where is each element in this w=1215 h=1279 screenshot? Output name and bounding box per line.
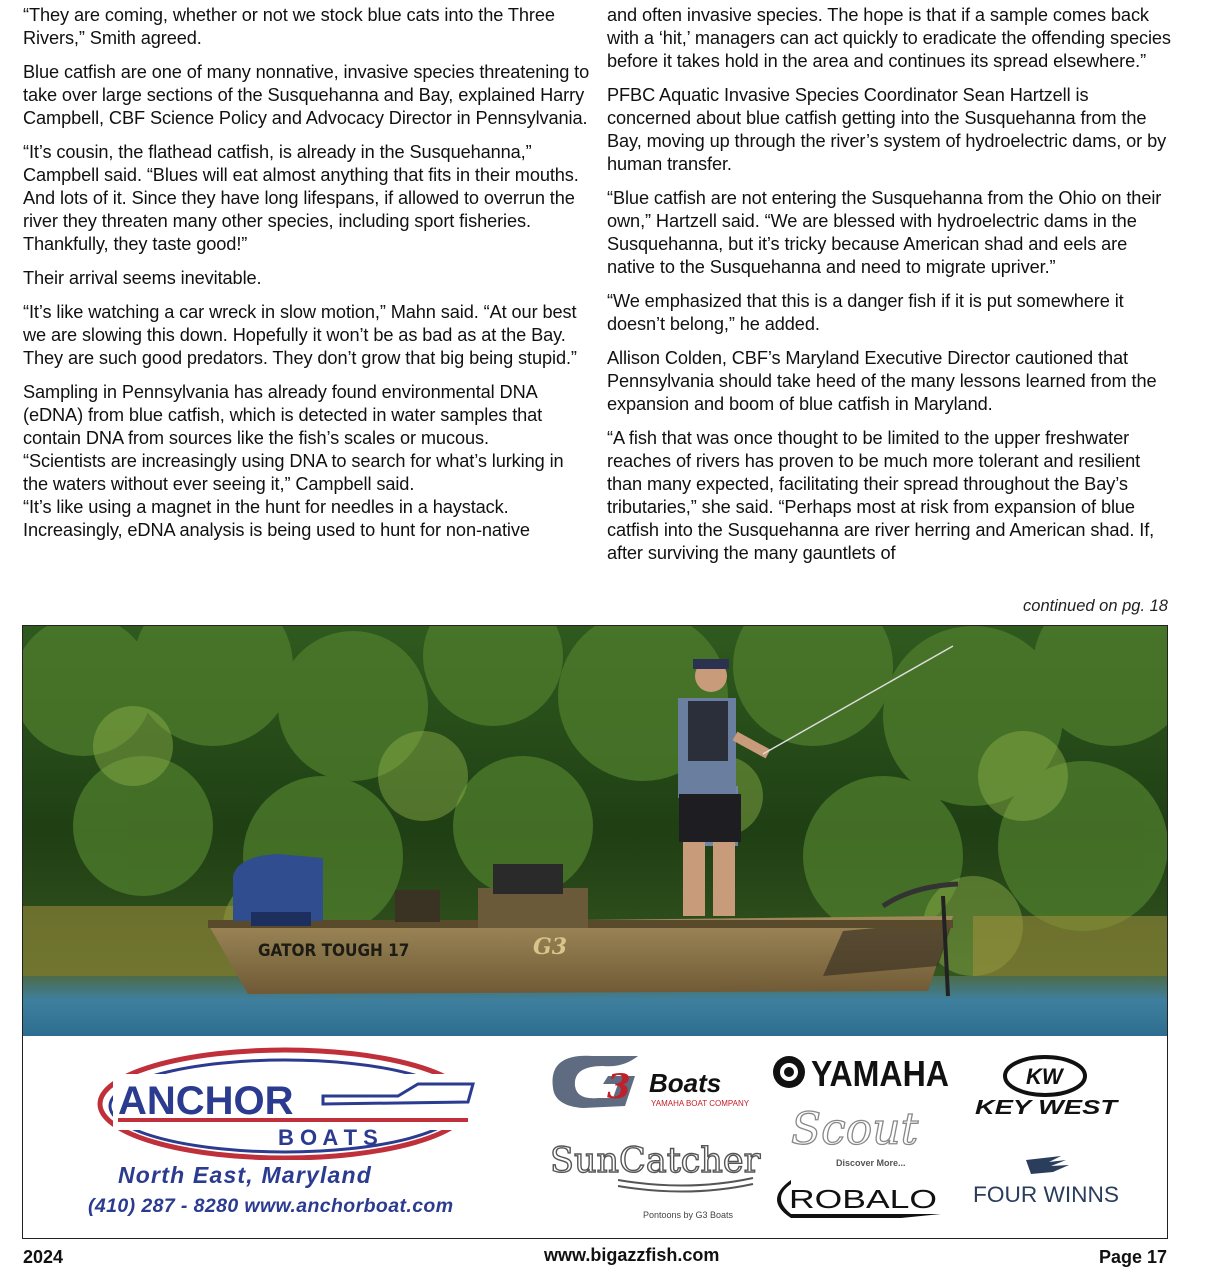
hull-logo: G3	[533, 934, 568, 960]
svg-text:Scout: Scout	[791, 1104, 919, 1155]
suncatcher-logo[interactable]	[548, 1134, 763, 1222]
paragraph: “A fish that was once thought to be limited to the upper freshwater reaches of rivers has proven to be much more tolerant and resilient than many expected, facilitating their spread throughout the Bay’s tributaries,” she said. “Perhaps most at risk from expansion of blue catfish into the Susquehanna are river herring and American shad. If, after surviving the many gauntlets of	[607, 428, 1155, 563]
svg-text:ROBALO: ROBALO	[789, 1184, 937, 1214]
scout-logo[interactable]	[771, 1098, 951, 1170]
keywest-logo[interactable]	[971, 1054, 1121, 1122]
footer-page-number: Page 17	[1098, 1247, 1167, 1267]
boat-photo	[23, 626, 1168, 1036]
robalo-logo[interactable]	[771, 1178, 951, 1220]
footer-year: 2024	[23, 1247, 64, 1267]
paragraph: and often invasive species. The hope is that if a sample comes back with a ‘hit,’ managers can act quickly to eradicate the offending species before it takes hold in the area and continues its spread elsewhere.”	[607, 5, 1171, 71]
article-column-right	[607, 4, 1175, 565]
paragraph: “Blue catfish are not entering the Susquehanna from the Ohio on their own,” Hartzell said. “We are blessed with hydroelectric dams in the Susquehanna, but it’s tricky because American shad and eels are native to the Susquehanna and need to migrate upriver.”	[607, 188, 1162, 277]
svg-text:FOUR WINNS: FOUR WINNS	[973, 1182, 1119, 1207]
paragraph: Sampling in Pennsylvania has already found environmental DNA (eDNA) from blue catfish, which is detected in water samples that contain DNA from sources like the fish’s scales or mucous.	[23, 382, 543, 448]
paragraph: “Scientists are increasingly using DNA to search for what’s lurking in the waters without ever seeing it,” Campbell said.	[23, 451, 564, 494]
paragraph: Blue catfish are one of many nonnative, invasive species threatening to take over large sections of the Susquehanna and Bay, explained Harry Campbell, CBF Science Policy and Advocacy Director in Pennsylvania.	[23, 62, 590, 128]
article-column-left	[23, 4, 591, 542]
advertisement[interactable]	[22, 625, 1168, 1239]
continued-note: continued on pg. 18	[1023, 597, 1168, 615]
yamaha-logo[interactable]	[771, 1052, 951, 1092]
svg-text:ANCHOR: ANCHOR	[118, 1079, 294, 1123]
anchor-contact[interactable]: (410) 287 - 8280 www.anchorboat.com	[88, 1195, 454, 1217]
svg-text:B O A T S: B O A T S	[278, 1125, 378, 1150]
paragraph: “We emphasized that this is a danger fish if it is put somewhere it doesn’t belong,” he added.	[607, 291, 1124, 334]
paragraph: “They are coming, whether or not we stock blue cats into the Three Rivers,” Smith agreed.	[23, 5, 555, 48]
svg-text:Pontoons by G3 Boats: Pontoons by G3 Boats	[643, 1210, 734, 1220]
svg-text:3: 3	[607, 1067, 631, 1107]
svg-text:KEY WEST: KEY WEST	[975, 1097, 1120, 1119]
paragraph: Allison Colden, CBF’s Maryland Executive Director cautioned that Pennsylvania should take heed of the many lessons learned from the expansion and boom of blue catfish in Maryland.	[607, 348, 1157, 414]
anchor-location: North East, Maryland	[118, 1162, 373, 1188]
g3-boats-logo[interactable]	[543, 1048, 758, 1110]
svg-text:KW: KW	[1026, 1064, 1063, 1089]
svg-text:YAMAHA BOAT COMPANY: YAMAHA BOAT COMPANY	[651, 1099, 750, 1108]
svg-text:SunCatcher: SunCatcher	[550, 1141, 761, 1181]
boat-name: GATOR TOUGH 17	[258, 941, 410, 961]
anchor-boats-logo[interactable]	[73, 1044, 533, 1160]
fourwinns-logo[interactable]	[971, 1148, 1121, 1210]
paragraph: “It’s like using a magnet in the hunt for needles in a haystack. Increasingly, eDNA analysis is being used to hunt for non-native	[23, 497, 530, 540]
paragraph: “It’s like watching a car wreck in slow motion,” Mahn said. “At our best we are slowing this down. Hopefully it won’t be as bad as at the Bay. They are such good predators. They don’t grow that big being stupid.”	[23, 302, 577, 368]
paragraph: PFBC Aquatic Invasive Species Coordinator Sean Hartzell is concerned about blue catfish getting into the Susquehanna from the Bay, moving up through the river’s system of hydroelectric dams, or by human transfer.	[607, 85, 1167, 174]
svg-text:Discover More...: Discover More...	[836, 1158, 906, 1168]
paragraph: “It’s cousin, the flathead catfish, is already in the Susquehanna,” Campbell said. “Blues will eat almost anything that fits in their mouths. And lots of it. Since they have long lifespans, if allowed to overrun the river they threaten many other species, including sport fisheries. Thankfully, they taste good!”	[23, 142, 579, 254]
paragraph: Their arrival seems inevitable.	[23, 268, 262, 288]
svg-text:Boats: Boats	[649, 1068, 722, 1098]
svg-text:YAMAHA: YAMAHA	[811, 1053, 950, 1092]
footer-website-link[interactable]: www.bigazzfish.com	[544, 1245, 720, 1265]
